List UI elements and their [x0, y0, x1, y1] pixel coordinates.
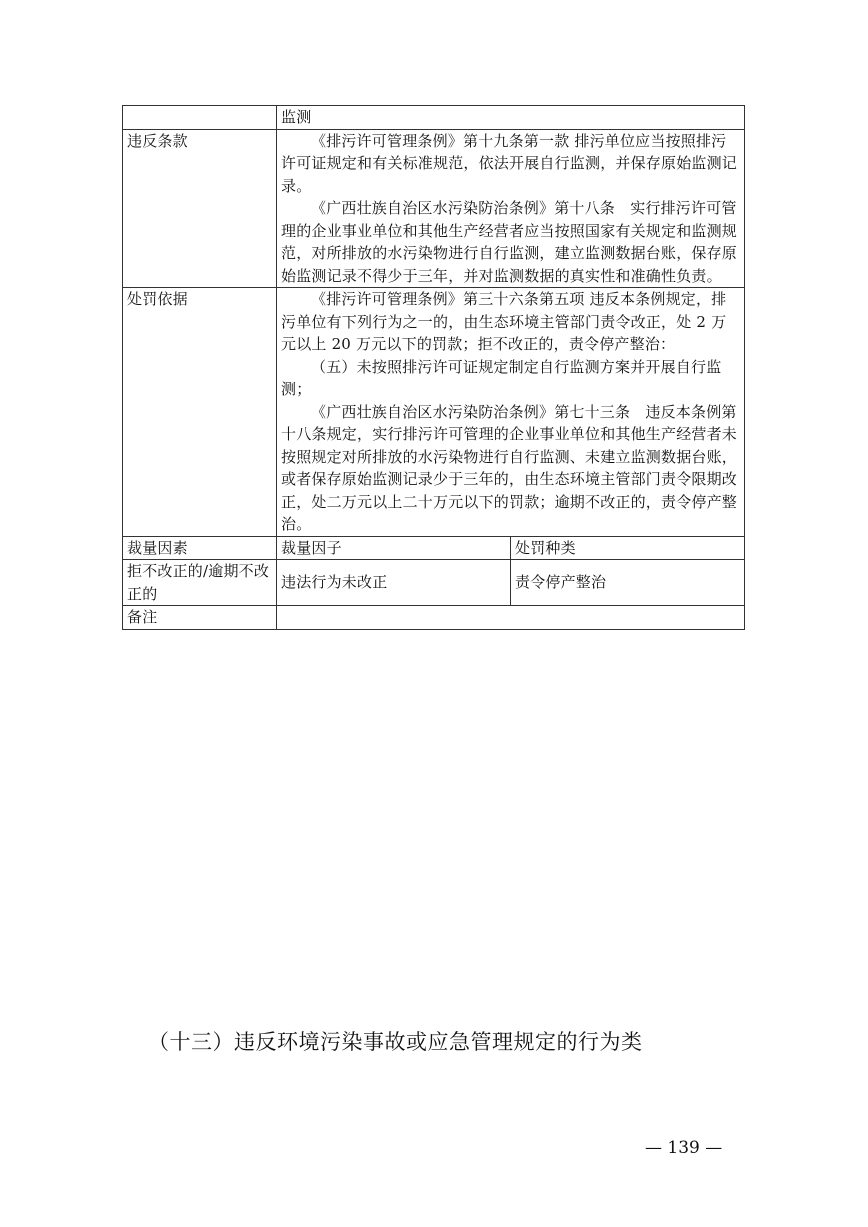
penalty-basis-paragraph-2: （五）未按照排污许可证规定制定自行监测方案并开展自行监测；	[281, 357, 722, 398]
table-row-monitoring	[123, 106, 745, 130]
violation-content	[277, 129, 745, 288]
penalty-basis-paragraph-3: 《广西壮族自治区水污染防治条例》第七十三条 违反本条例第十八条规定，实行排污许可管理的企业事业单位和其他生产经营者未按照规定对所排放的水污染物进行自行监测、未建立监测数据台账，或者保存原始监测记录少于三年的，由生态环境主管部门责令限期改正，处二万元以上二十万元以下的罚款；逾期不改正的，责令停产整治。	[281, 402, 738, 533]
remarks-label: 备注	[123, 606, 277, 630]
table-row-penalty-basis	[123, 288, 745, 537]
penalty-basis-content	[277, 288, 745, 537]
section-heading: （十三）违反环境污染事故或应急管理规定的行为类	[148, 1030, 643, 1054]
table-row-discretion-header	[123, 536, 745, 560]
table-row-violation	[123, 129, 745, 288]
penalty-type-header: 处罚种类	[511, 536, 745, 560]
penalty-basis-label: 处罚依据	[123, 288, 277, 537]
page-number: — 139 —	[645, 1138, 723, 1158]
table-row-discretion	[123, 560, 745, 606]
row-label	[123, 106, 277, 130]
discretion-row-label: 拒不改正的/逾期不改正的	[123, 560, 277, 606]
penalty-discretion-table	[122, 105, 745, 630]
penalty-basis-paragraph-1: 《排污许可管理条例》第三十六条第五项 违反本条例规定，排污单位有下列行为之一的，由生态环境主管部门责令改正，处 2 万元以上 20 万元以下的罚款；拒不改正的，责令停产整治：	[281, 290, 727, 353]
discretion-factor: 违法行为未改正	[277, 560, 511, 606]
violation-label: 违反条款	[123, 129, 277, 288]
violation-paragraph-1: 《排污许可管理条例》第十九条第一款 排污单位应当按照排污许可证规定和有关标准规范，依法开展自行监测，并保存原始监测记录。	[281, 131, 738, 195]
remarks-content	[277, 606, 745, 630]
discretion-label: 裁量因素	[123, 536, 277, 560]
discretion-factor-header: 裁量因子	[277, 536, 511, 560]
violation-paragraph-2: 《广西壮族自治区水污染防治条例》第十八条 实行排污许可管理的企业事业单位和其他生产经营者应当按照国家有关规定和监测规范，对所排放的水污染物进行自行监测，建立监测数据台账，保存原始监测记录不得少于三年，并对监测数据的真实性和准确性负责。	[281, 199, 738, 285]
penalty-type: 责令停产整治	[511, 560, 745, 606]
row-content: 监测	[277, 106, 745, 130]
table-row-remarks	[123, 606, 745, 630]
